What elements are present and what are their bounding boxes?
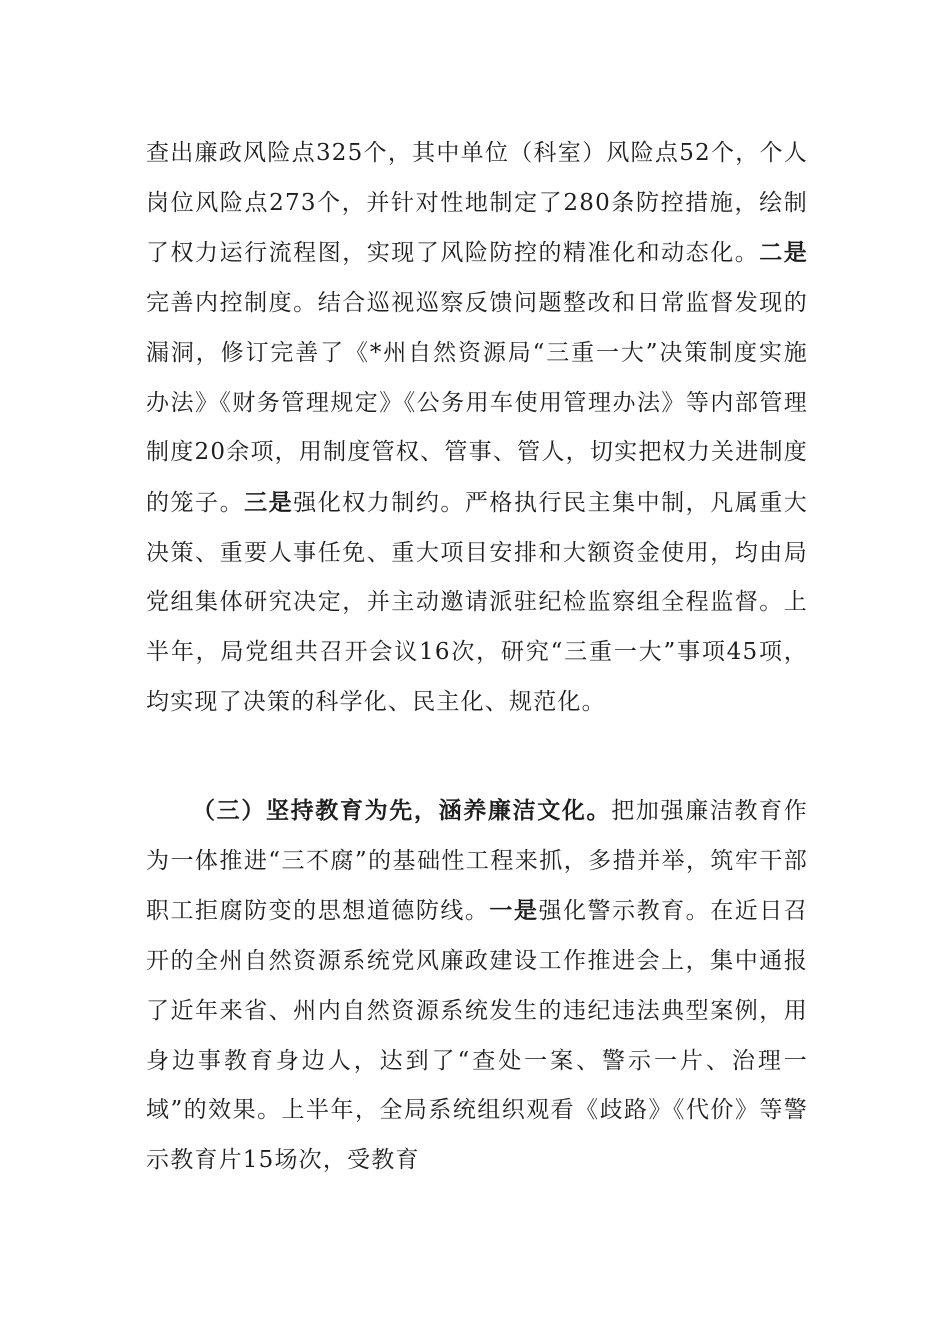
- bold-lead-first: 一是: [489, 897, 539, 925]
- section-heading-three: （三）坚持教育为先，涵养廉洁文化。: [192, 797, 612, 824]
- paragraph-text: 强化警示教育。在近日召开的全州自然资源系统党风廉政建设工作推进会上，集中通报了近年来省、州内自然资源系统发生的违纪违法典型案例，用身边事教育身边人，达到了“查处一案、警示一片、治理一域”的效果。上半年，全局系统组织观看《歧路》《代价》等警示教育片15场次，受教育: [146, 898, 808, 1173]
- body-paragraph-risk-control: [146, 129, 808, 727]
- paragraph-text: 把加强廉洁教育作为一体推进“三不腐”的基础性工程来抓，多措并举，筑牢干部职工拒腐防变的思想道德防线。: [146, 798, 808, 925]
- body-paragraph-education: [146, 786, 808, 1186]
- paragraph-text: 强化权力制约。严格执行民主集中制，凡属重大决策、重要人事任免、重大项目安排和大额资金使用，均由局党组集体研究决定，并主动邀请派驻纪检监察组全程监督。上半年，局党组共召开会议16次，研究“三重一大”事项45项，均实现了决策的科学化、民主化、规范化。: [146, 489, 808, 715]
- paragraph-text: 查出廉政风险点325个，其中单位（科室）风险点52个，个人岗位风险点273个，并针对性地制定了280条防控措施，绘制了权力运行流程图，实现了风险防控的精准化和动态化。: [146, 140, 808, 267]
- bold-lead-second: 二是: [759, 239, 808, 267]
- bold-lead-third: 三是: [244, 488, 294, 516]
- paragraph-text: 完善内控制度。结合巡视巡察反馈问题整改和日常监督发现的漏洞，修订完善了《*州自然资源局“三重一大”决策制度实施办法》《财务管理规定》《公务用车使用管理办法》等内部管理制度20余项，用制度管权、管事、管人，切实把权力关进制度的笼子。: [146, 290, 808, 516]
